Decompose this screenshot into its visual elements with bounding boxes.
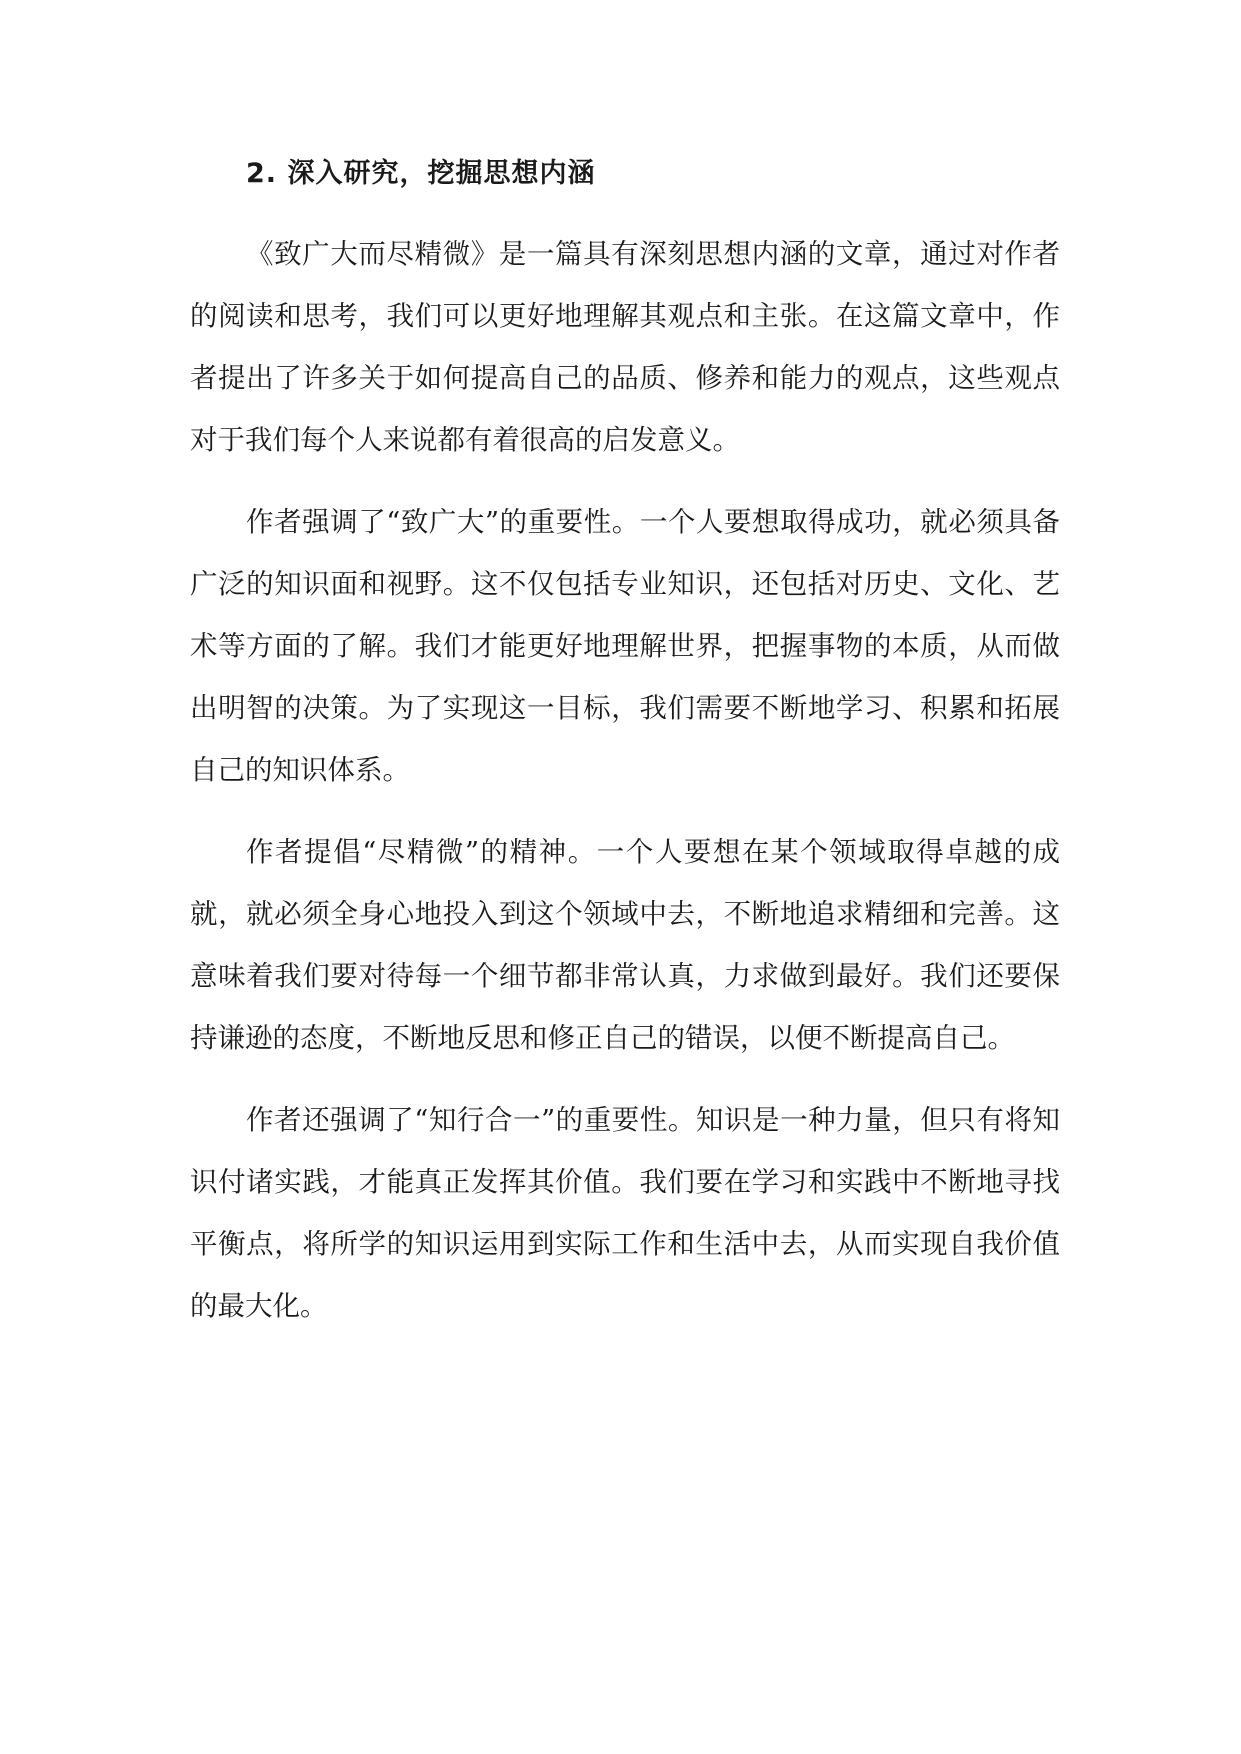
- document-body: [190, 145, 1060, 1357]
- paragraph-4: 作者还强调了“知行合一”的重要性。知识是一种力量，但只有将知识付诸实践，才能真正发挥其价值。我们要在学习和实践中不断地寻找平衡点，将所学的知识运用到实际工作和生活中去，从而实现自我价值的最大化。: [190, 1104, 1060, 1322]
- section-heading: 2. 深入研究，挖掘思想内涵: [246, 158, 596, 189]
- paragraph-3: 作者提倡“尽精微”的精神。一个人要想在某个领域取得卓越的成就，就必须全身心地投入到这个领域中去，不断地追求精细和完善。这意味着我们要对待每一个细节都非常认真，力求做到最好。我们还要保持谦逊的态度，不断地反思和修正自己的错误，以便不断提高自己。: [190, 836, 1060, 1054]
- paragraph-2: 作者强调了“致广大”的重要性。一个人要想取得成功，就必须具备广泛的知识面和视野。这不仅包括专业知识，还包括对历史、文化、艺术等方面的了解。我们才能更好地理解世界，把握事物的本质，从而做出明智的决策。为了实现这一目标，我们需要不断地学习、积累和拓展自己的知识体系。: [190, 506, 1060, 786]
- paragraph-1: 《致广大而尽精微》是一篇具有深刻思想内涵的文章，通过对作者的阅读和思考，我们可以更好地理解其观点和主张。在这篇文章中，作者提出了许多关于如何提高自己的品质、修养和能力的观点，这些观点对于我们每个人来说都有着很高的启发意义。: [190, 238, 1060, 456]
